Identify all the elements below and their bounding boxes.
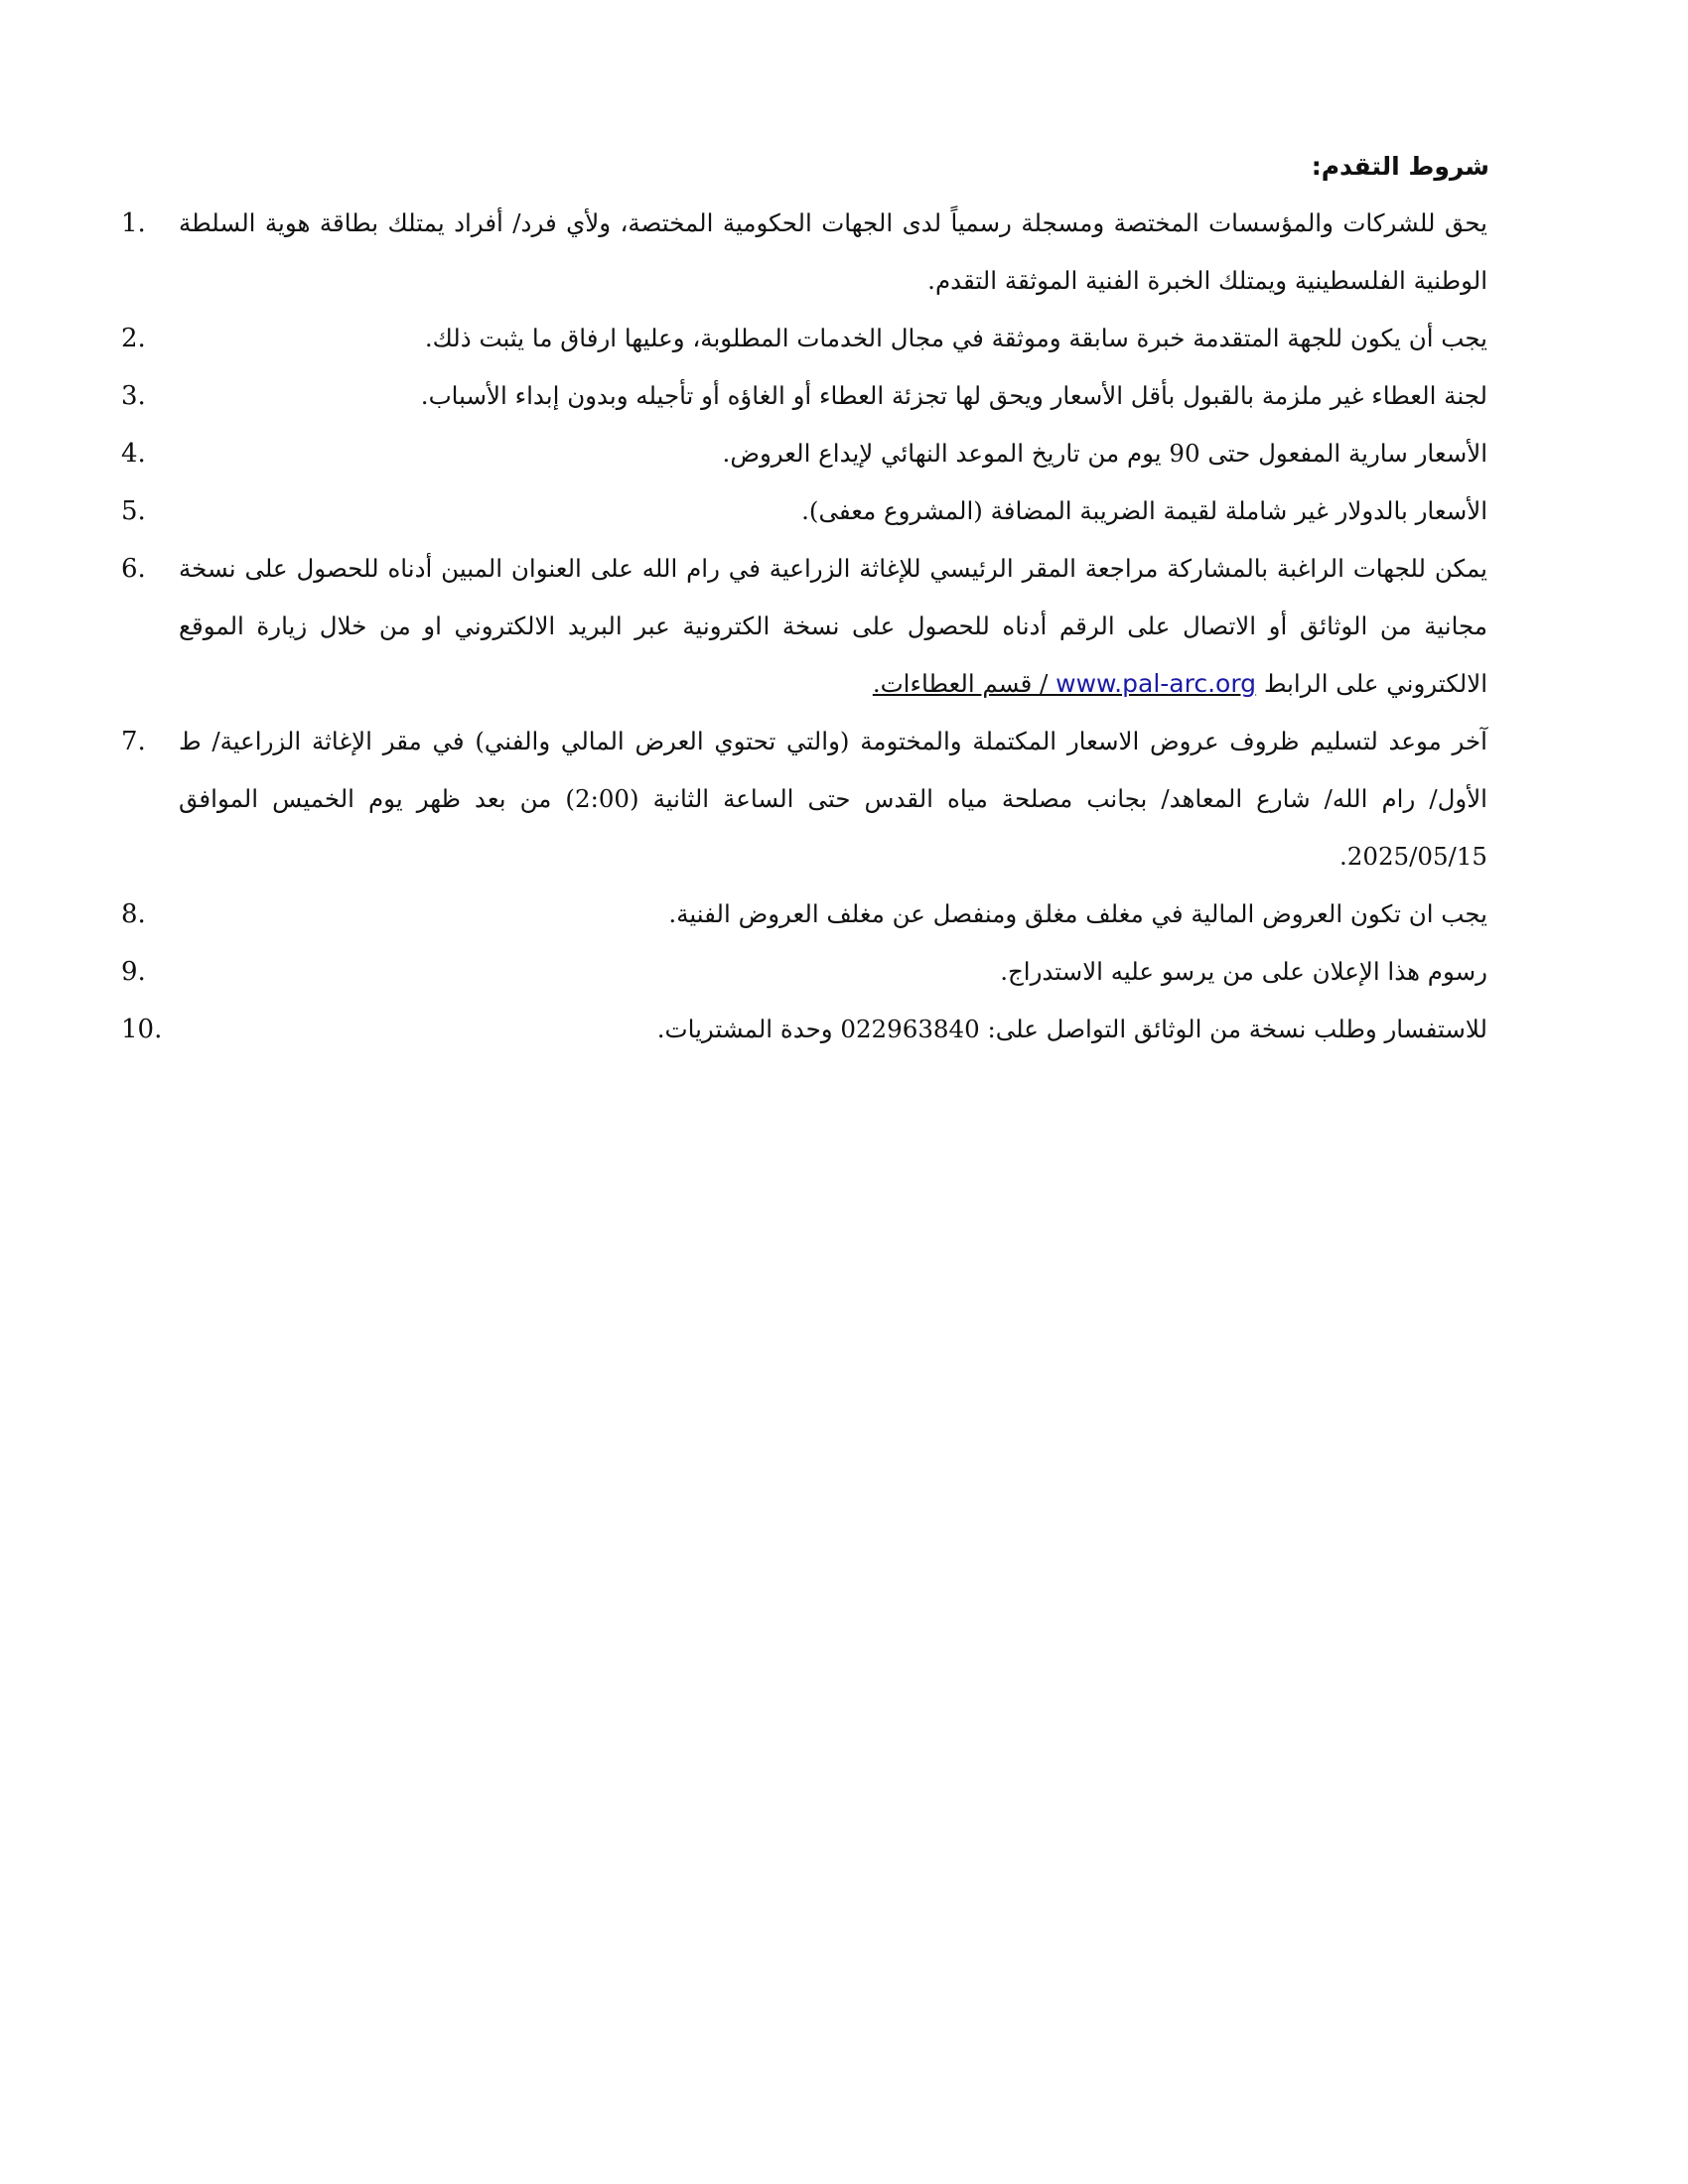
- list-item-3: [121, 367, 1489, 425]
- list-item-text: الأسعار سارية المفعول حتى 90 يوم من تاريخ الموعد النهائي لإيداع العروض.: [722, 439, 1487, 468]
- list-item-text: آخر موعد لتسليم ظروف عروض الاسعار المكتملة والمختومة (والتي تحتوي العرض المالي والفني) في مقر الإغاثة الزراعية/ ط الأول/ رام الله/ شارع المعاهد/ بجانب مصلحة مياه القدس حتى الساعة الثانية (2:00) من بعد ظهر يوم الخميس الموافق 2025/05/15.: [179, 727, 1487, 871]
- list-item-text: يجب أن يكون للجهة المتقدمة خبرة سابقة وموثقة في مجال الخدمات المطلوبة، وعليها ارفاق ما يثبت ذلك.: [424, 324, 1487, 352]
- list-item-number: 10.: [121, 1015, 163, 1044]
- list-item-number: 5.: [121, 496, 146, 526]
- list-item-text: لجنة العطاء غير ملزمة بالقبول بأقل الأسعار ويحق لها تجزئة العطاء أو الغاؤه أو تأجيله وبدون إبداء الأسباب.: [420, 381, 1487, 410]
- list-item-5: [121, 482, 1489, 540]
- document-page: [121, 149, 1489, 1058]
- tenders-section-label[interactable]: / قسم العطاءات.: [872, 669, 1056, 698]
- list-item-text: رسوم هذا الإعلان على من يرسو عليه الاستدراج.: [1000, 957, 1487, 986]
- list-item-text: يحق للشركات والمؤسسات المختصة ومسجلة رسمياً لدى الجهات الحكومية المختصة، ولأي فرد/ أفراد يمتلك بطاقة هوية السلطة الوطنية الفلسطينية ويمتلك الخبرة الفنية الموثقة التقدم.: [179, 208, 1487, 295]
- website-link-group[interactable]: [873, 669, 1256, 698]
- phone-number[interactable]: 022963840: [840, 1015, 980, 1043]
- section-heading: شروط التقدم:: [1311, 152, 1489, 181]
- list-item-number: 8.: [121, 899, 146, 929]
- list-item-1: [121, 195, 1489, 310]
- list-item-7: [121, 713, 1489, 886]
- list-item-number: 3.: [121, 381, 146, 411]
- deadline-date: 2025/05/15: [1346, 842, 1487, 871]
- list-item-number: 6.: [121, 554, 146, 584]
- conditions-list: [121, 195, 1489, 1058]
- list-item-9: [121, 943, 1489, 1001]
- list-item-number: 1.: [121, 208, 146, 238]
- list-item-6: [121, 540, 1489, 713]
- list-item-4: [121, 425, 1489, 482]
- list-item-number: 4.: [121, 439, 146, 469]
- list-item-number: 9.: [121, 957, 146, 987]
- list-item-text: يمكن للجهات الراغبة بالمشاركة مراجعة المقر الرئيسي للإغاثة الزراعية في رام الله على العنوان المبين أدناه للحصول على نسخة مجانية من الوثائق أو الاتصال على الرقم أدناه للحصول على نسخة الكترونية عبر البريد الالكتروني او من خلال زيارة الموقع الالكتروني على الرابط www.pal-arc.org / قسم العطاءات.: [179, 554, 1487, 698]
- list-item-10: [121, 1001, 1489, 1058]
- list-item-text: الأسعار بالدولار غير شاملة لقيمة الضريبة المضافة (المشروع معفى).: [801, 496, 1487, 525]
- list-item-2: [121, 310, 1489, 367]
- list-item-text: للاستفسار وطلب نسخة من الوثائق التواصل على: 022963840 وحدة المشتريات.: [656, 1015, 1487, 1043]
- list-item-text: يجب ان تكون العروض المالية في مغلف مغلق ومنفصل عن مغلف العروض الفنية.: [668, 899, 1487, 928]
- website-link[interactable]: www.pal-arc.org: [1055, 669, 1257, 698]
- list-item-number: 7.: [121, 727, 146, 756]
- list-item-number: 2.: [121, 324, 146, 353]
- list-item-8: [121, 886, 1489, 943]
